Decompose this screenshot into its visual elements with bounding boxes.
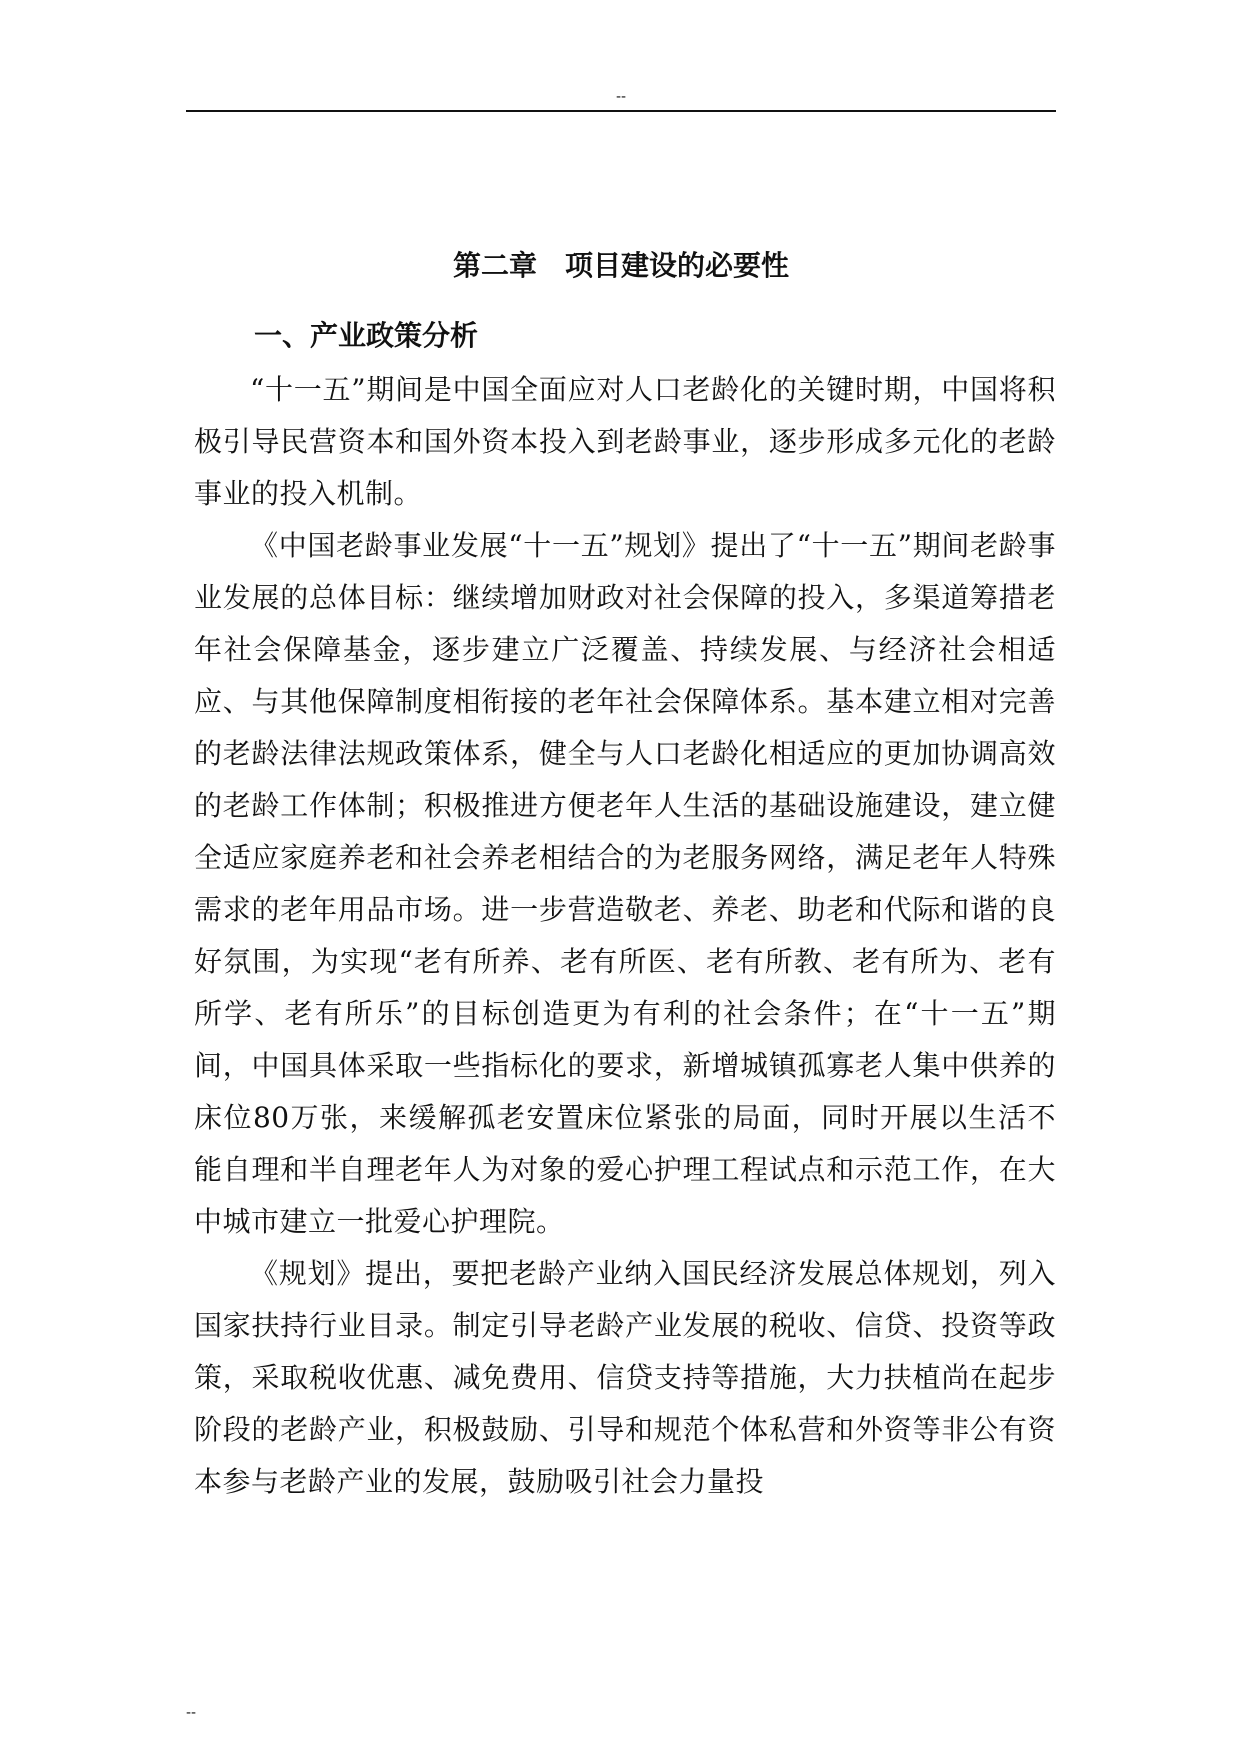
paragraph: 《中国老龄事业发展“十一五”规划》提出了“十一五”期间老龄事业发展的总体目标：继续增加财政对社会保障的投入，多渠道筹措老年社会保障基金，逐步建立广泛覆盖、持续发展、与经济社会相适应、与其他保障制度相衔接的老年社会保障体系。基本建立相对完善的老龄法律法规政策体系，健全与人口老龄化相适应的更加协调高效的老龄工作体制；积极推进方便老年人生活的基础设施建设，建立健全适应家庭养老和社会养老相结合的为老服务网络，满足老年人特殊需求的老年用品市场。进一步营造敬老、养老、助老和代际和谐的良好氛围，为实现“老有所养、老有所医、老有所教、老有所为、老有所学、老有所乐”的目标创造更为有利的社会条件；在“十一五”期间，中国具体采取一些指标化的要求，新增城镇孤寡老人集中供养的床位80万张，来缓解孤老安置床位紧张的局面，同时开展以生活不能自理和半自理老年人为对象的爱心护理工程试点和示范工作，在大中城市建立一批爱心护理院。 <box>194 529 1056 1238</box>
section-heading: 一、产业政策分析 <box>254 319 479 352</box>
chapter-title: 第二章 项目建设的必要性 <box>452 249 789 282</box>
header-mark: -- <box>615 89 627 105</box>
footer-mark: -- <box>186 1705 197 1721</box>
paragraph: 《规划》提出，要把老龄产业纳入国民经济发展总体规划，列入国家扶持行业目录。制定引导老龄产业发展的税收、信贷、投资等政策，采取税收优惠、减免费用、信贷支持等措施，大力扶植尚在起步阶段的老龄产业，积极鼓励、引导和规范个体私营和外资等非公有资本参与老龄产业的发展，鼓励吸引社会力量投 <box>194 1257 1056 1498</box>
header-rule <box>186 110 1056 112</box>
body-text <box>194 364 1056 1508</box>
paragraph: “十一五”期间是中国全面应对人口老龄化的关键时期，中国将积极引导民营资本和国外资本投入到老龄事业，逐步形成多元化的老龄事业的投入机制。 <box>194 373 1056 510</box>
page-header <box>186 80 1056 114</box>
